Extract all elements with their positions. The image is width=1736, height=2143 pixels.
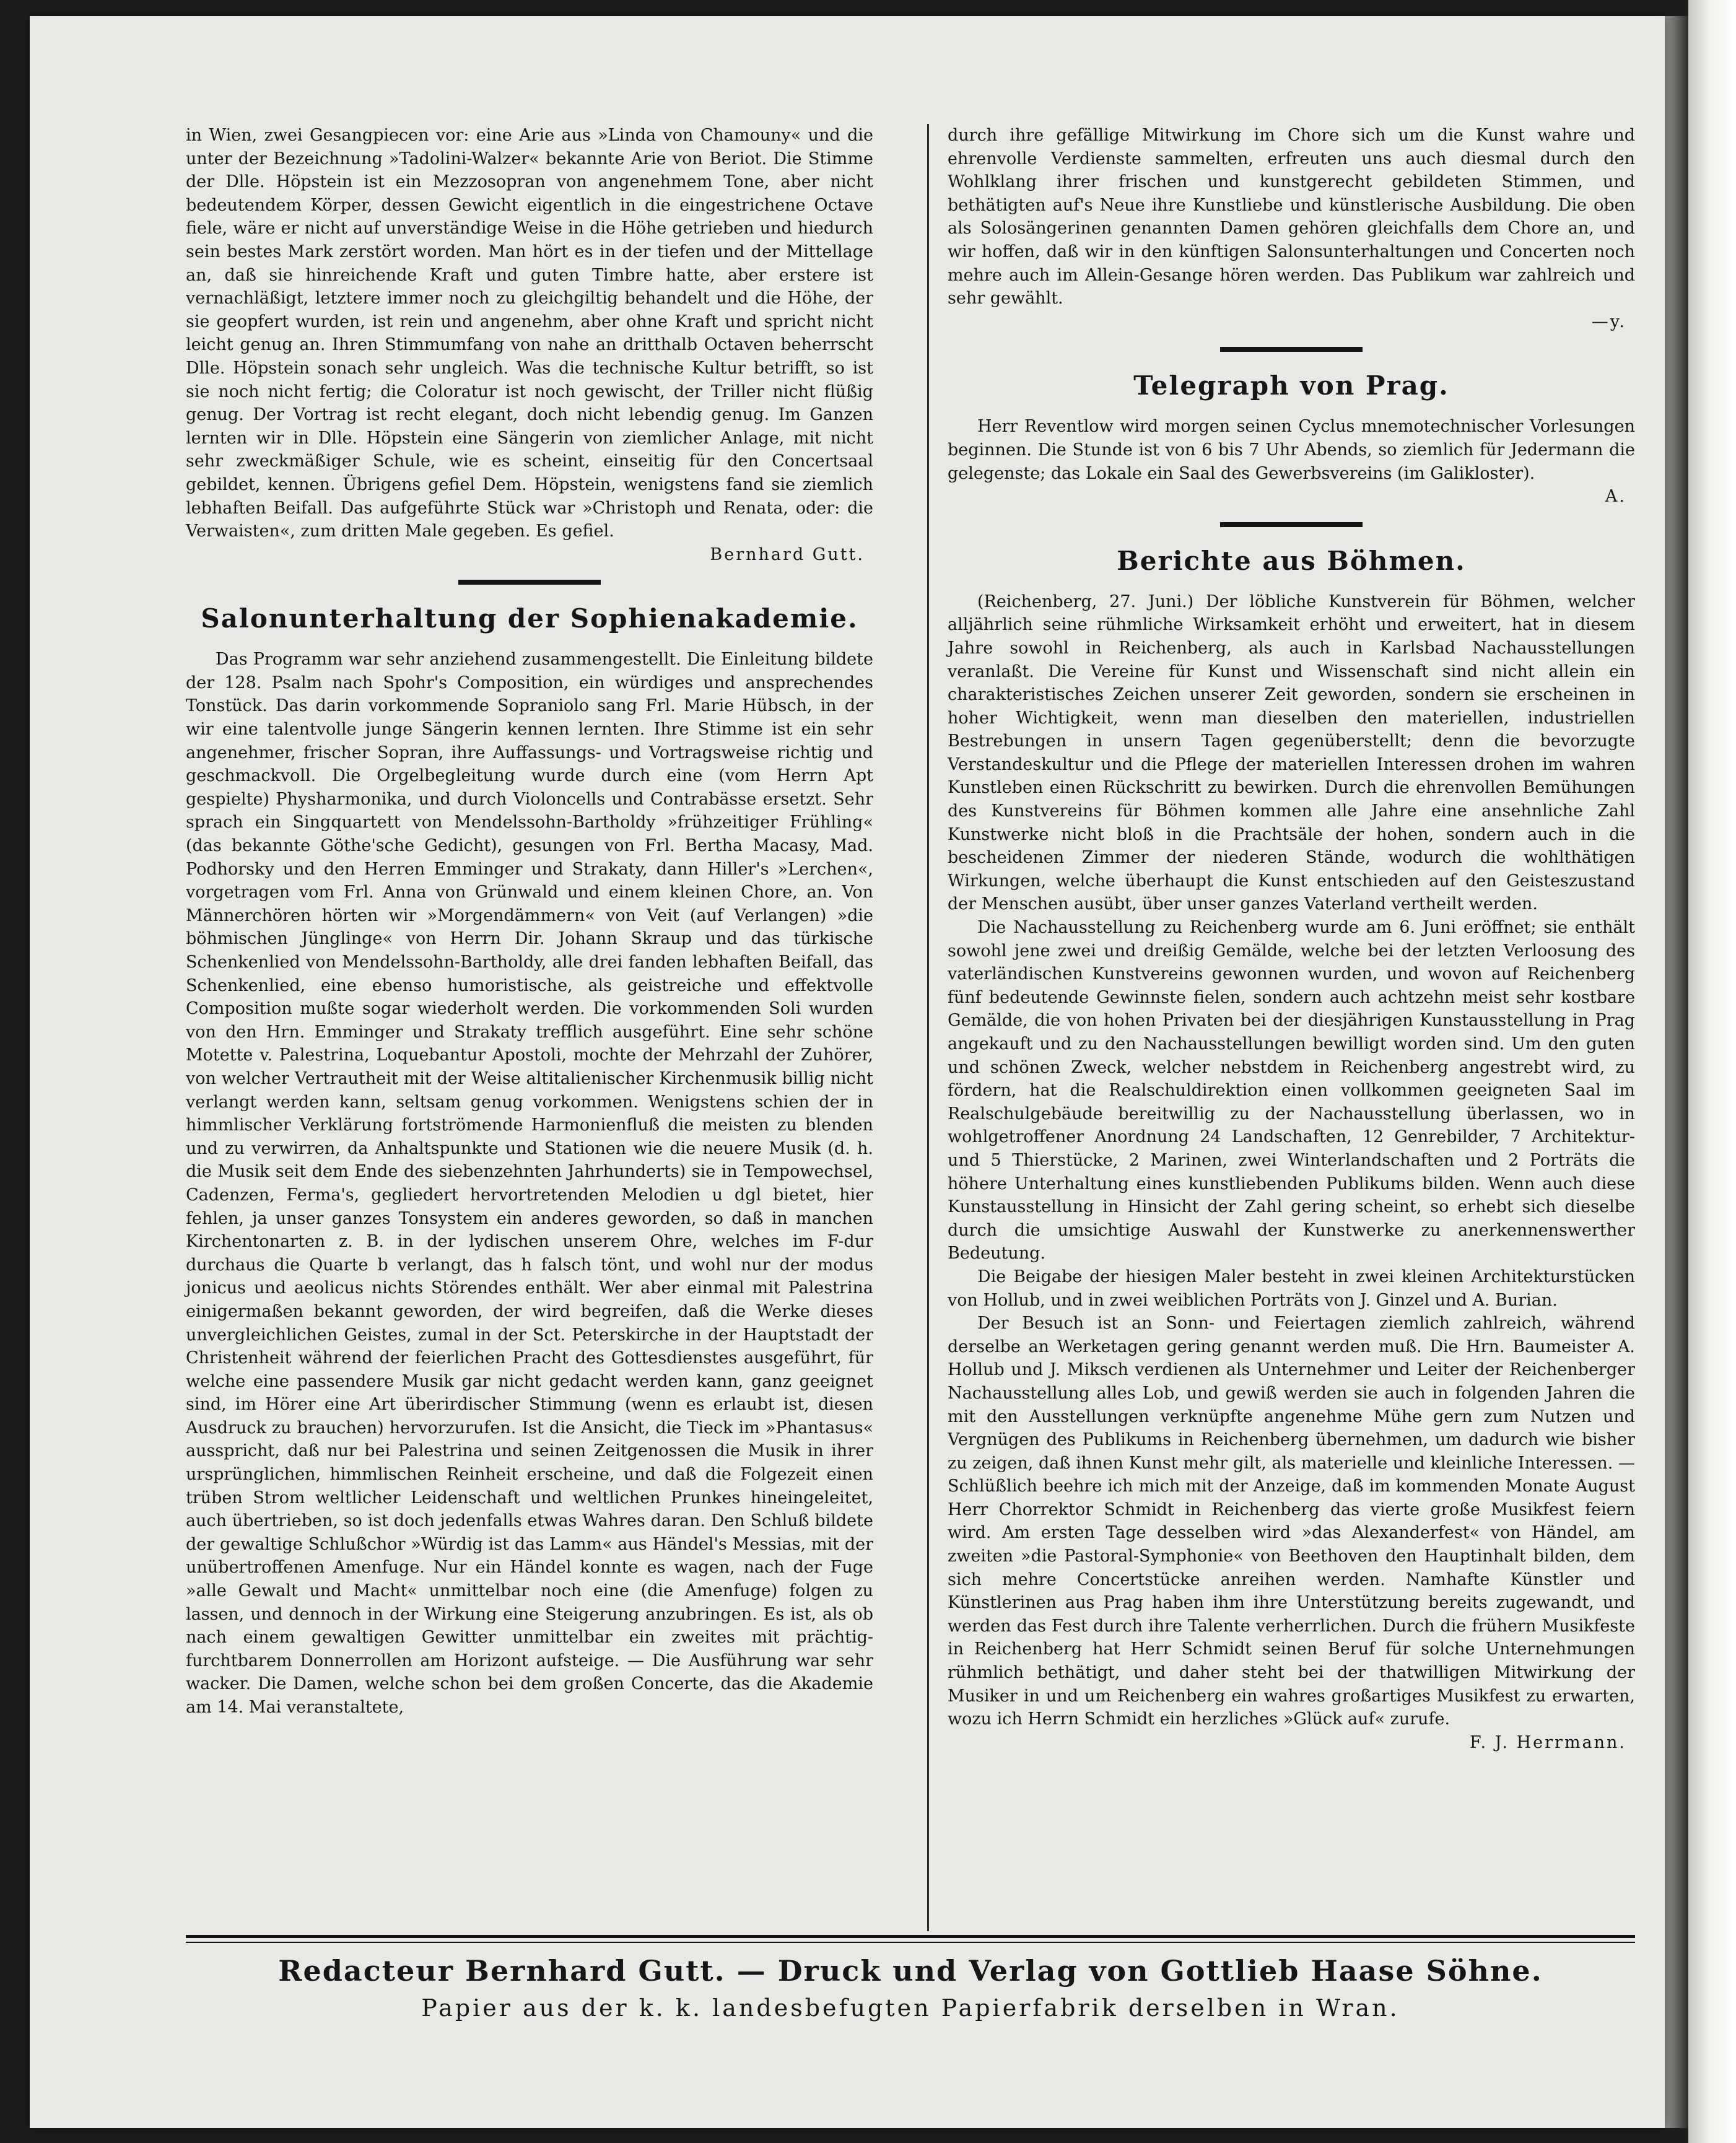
section-divider	[1220, 522, 1363, 527]
concert-review	[186, 124, 873, 566]
bohemia-paragraph-2: Die Nachausstellung zu Reichenberg wurde am 6. Juni eröffnet; sie enthält sowohl jene zwei und dreißig Gemälde, welche bei der letzten Verloosung des vaterländischen Kunstvereins gewonnen wurden, und wovon auf Reichenberg fünf bedeutende Gewinnste fielen, sondern auch achtzehn meist sehr kostbare Gemälde, die von hohen Privaten bei der diesjährigen Kunstausstellung in Prag angekauft und zu den Nachausstellungen bewilligt worden sind. Um den guten und schönen Zweck, welcher nebstdem in Reichenberg angestrebt wird, zu fördern, hat die Realschuldirektion einen vollkommen geeigneten Saal im Realschulgebäude bereitwillig zu der Nachausstellung überlassen, wo in wohlgetroffener Anordnung 24 Landschaften, 12 Genrebilder, 7 Architektur- und 5 Thierstücke, 2 Marinen, zwei Winterlandschaften und 2 Porträts die höhere Unterhaltung eines kunstliebenden Publikums bilden. Wenn auch diese Kunstausstellung in Hinsicht der Zahl gering scheint, so erhebt sich dieselbe durch die umsichtige Auswahl der Kunstwerke zu anerkennenswerther Bedeutung.	[948, 918, 1635, 1264]
bohemia-paragraph-1: (Reichenberg, 27. Juni.) Der löbliche Kunstverein für Böhmen, welcher alljährlich seine rühmliche Wirksamkeit erhöht und erweitert, hat in diesem Jahre sowohl in Reichenberg, als auch in Karlsbad Nachausstellungen veranlaßt. Die Vereine für Kunst und Wissenschaft sind nicht allein ein charakteristisches Zeichen unserer Zeit geworden, sondern sie erscheinen in hoher Wichtigkeit, wenn man dieselben den materiellen, industriellen Bestrebungen in unsern Tagen gegenüberstellt; denn die bevorzugte Verstandeskultur und die Pflege der materiellen Interessen drohen im wahren Kunstleben einen Rückschritt zu bewirken. Durch die ehrenvollen Bemühungen des Kunstvereins für Böhmen kommen alle Jahre eine ansehnliche Zahl Kunstwerke nicht bloß in die Prachtsäle der hohen, sondern auch in die bescheidenen Zimmer der niederen Stände, wodurch die wohlthätigen Wirkungen, welche überhaupt die Kunst entschieden auf den Geisteszustand der Menschen ausübt, über unser ganzes Vaterland vertheilt werden.	[948, 591, 1635, 914]
section-divider	[458, 580, 601, 585]
imprint-footer	[186, 1935, 1635, 2025]
footer-rule-thick	[186, 1935, 1635, 1938]
right-column	[948, 124, 1635, 1754]
bohemia-reports	[948, 544, 1635, 1755]
salon-article-text: Das Programm war sehr anziehend zusammengestellt. Die Einleitung bildete der 128. Psalm nach Spohr's Composition, ein würdiges und ansprechendes Tonstück. Das darin vorkommende Sopraniolo sang Frl. Marie Hübsch, in der wir eine talentvolle junge Sängerin kennen lernten. Ihre Stimme ist ein sehr angenehmer, frischer Sopran, ihre Auffassungs- und Vortragsweise richtig und geschmackvoll. Die Orgelbegleitung wurde durch eine (vom Herrn Apt gespielte) Physharmonika, und durch Violoncells und Contrabässe ersetzt. Sehr sprach ein Singquartett von Mendelssohn-Bartholdy »frühzeitiger Frühling« (das bekannte Göthe'sche Gedicht), gesungen von Frl. Bertha Macasy, Mad. Podhorsky und den Herren Emminger und Strakaty, dann Hiller's »Lerchen«, vorgetragen vom Frl. Anna von Grünwald und einem kleinen Chore, an. Von Männerchören hörten wir »Morgendämmern« von Veit (auf Verlangen) »die böhmischen Jünglinge« von Herrn Dir. Johann Skraup und das türkische Schenkenlied von Mendelssohn-Bartholdy, alle drei fanden lebhaften Beifall, das Schenkenlied, eine ebenso humoristische, als geistreiche und effektvolle Composition mußte sogar wiederholt werden. Die vorkommenden Soli wurden von den Hrn. Emminger und Strakaty trefflich ausgeführt. Eine sehr schöne Motette v. Palestrina, Loquebantur Apostoli, mochte der Mehrzahl der Zuhörer, von welcher Vertrautheit mit der Weise altitalienischer Kirchenmusik billig nicht verlangt werden kann, seltsam genug vorkommen. Wenigstens schien der in himmlischer Verklärung fortströmende Harmonienfluß die meisten zu blenden und zu verwirren, da Anhaltspunkte und Stationen wie die neuere Musik (d. h. die Musik seit dem Ende des siebenzehnten Jahrhunderts) sie in Tempowechsel, Cadenzen, Ferma's, gegliedert hervortretenden Melodien u dgl bietet, hier fehlen, ja unser ganzes Tonsystem ein anderes geworden, so daß in manchen Kirchentonarten z. B. in der lydischen unserem Ohre, welches im F-dur durchaus die Quarte b verlangt, das h falsch tönt, und wohl nur der modus jonicus und aeolicus nichts Störendes enthält. Wer aber einmal mit Palestrina einigermaßen bekannt geworden, der wird begreifen, daß die Werke dieses unvergleichlichen Geistes, zumal in der Sct. Peterskirche in der Hauptstadt der Christenheit während der feierlichen Pracht des Gottesdienstes ausgeführt, für welche eine passendere Musik gar nicht gedacht werden kann, ganz geeignet sind, im Hörer eine Art überirdischer Stimmung (wenn es erlaubt ist, diesen Ausdruck zu brauchen) hervorzurufen. Ist die Ansicht, die Tieck im »Phantasus« ausspricht, daß nur bei Palestrina und seinen Zeitgenossen die Musik in ihrer ursprünglichen, himmlischen Reinheit erscheine, und daß die Folgezeit einen trüben Strom weltlicher Leidenschaft und weltlichen Prunkes hineingeleitet, auch übertrieben, so ist doch jedenfalls etwas Wahres daran. Den Schluß bildete der gewaltige Schlußchor »Würdig ist das Lamm« aus Händel's Messias, mit der unübertroffenen Amenfuge. Nur ein Händel konnte es wagen, nach der Fuge »alle Gewalt und Macht« unmittelbar noch eine (die Amenfuge) folgen zu lassen, und dennoch in der Wirkung eine Steigerung anzubringen. Es ist, als ob nach einem gewaltigen Gewitter unmittelbar ein zweites mit prächtig-furchtbarem Donnerrollen am Horizont aufsteige. — Die Ausführung war sehr wacker. Die Damen, welche schon bei dem großen Concerte, das die Akademie am 14. Mai veranstaltete,	[186, 650, 873, 1717]
salon-continuation-text: durch ihre gefällige Mitwirkung im Chore sich um die Kunst wahre und ehrenvolle Verdienste sammelten, erfreuten uns auch diesmal durch den Wohlklang ihrer frischen und kunstgerecht gebildeten Stimmen, und bethätigten auf's Neue ihre Kunstliebe und künstlerische Ausbildung. Die oben als Solosängerinen genannten Damen gehören gleichfalls dem Chore an, und wir hoffen, daß wir in den künftigen Salonsunterhaltungen und Concerten noch mehre auch im Allein-Gesange hören werden. Das Publikum war zahlreich und sehr gewählt.	[948, 126, 1635, 308]
telegraph-article	[948, 369, 1635, 508]
section-divider	[1220, 347, 1363, 352]
salon-article-heading: Salonunterhaltung der Sophienakademie.	[201, 603, 858, 634]
salon-article	[186, 602, 873, 1719]
telegraph-heading: Telegraph von Prag.	[1133, 370, 1449, 401]
bohemia-reports-heading: Berichte aus Böhmen.	[1117, 545, 1466, 576]
bohemia-paragraph-4: Der Besuch ist an Sonn- und Feiertagen ziemlich zahlreich, während derselbe an Werketagen gering genannt werden muß. Die Hrn. Baumeister A. Hollub und J. Miksch verdienen als Unternehmer und Leiter der Reichenberger Nachausstellung alles Lob, und gewiß werden sie auch in folgenden Jahren die mit den Ausstellungen verknüpfte angenehme Mühe gern zum Nutzen und Vergnügen des Publikums in Reichenberg übernehmen, um dadurch wie bisher zu zeigen, daß ihnen Kunst mehr gilt, als materielle und kleinliche Interessen. — Schlüßlich beehre ich mich mit der Anzeige, daß im kommenden Monate August Herr Chorrektor Schmidt in Reichenberg das vierte große Musikfest feiern wird. Am ersten Tage desselben wird »das Alexanderfest« von Händel, am zweiten »die Pastoral-Symphonie« von Beethoven den Hauptinhalt bilden, dem sich mehre Concertstücke anreihen werden. Namhafte Künstler und Künstlerinen aus Prag haben ihm ihre Unterstützung bereits zugewandt, und werden das Fest durch ihre Talente verherrlichen. Durch die frühern Musikfeste in Reichenberg hat Herr Schmidt seinen Beruf für solche Unternehmungen rühmlich bethätigt, und daher steht bei der thatwilligen Mitwirkung der Musiker in und um Reichenberg ein wahres großartiges Musikfest zu erwarten, wozu ich Herrn Schmidt ein herzliches »Glück auf« zurufe.	[948, 1314, 1635, 1729]
adjacent-page-edge	[1688, 0, 1736, 2143]
paper-note: Papier aus der k. k. landesbefugten Papierfabrik derselben in Wran.	[421, 1994, 1400, 2022]
salon-article-continuation	[948, 124, 1635, 333]
left-column	[186, 124, 873, 1719]
telegraph-signature: A.	[1605, 487, 1626, 507]
concert-review-signature: Bernhard Gutt.	[710, 544, 865, 564]
footer-rule-thin	[186, 1942, 1635, 1943]
salon-continuation-signature: —y.	[1591, 312, 1626, 331]
column-divider	[927, 124, 929, 1931]
imprint-line: Redacteur Bernhard Gutt. — Druck und Verlag von Gottlieb Haase Söhne.	[278, 1954, 1543, 1988]
bohemia-paragraph-3: Die Beigabe der hiesigen Maler besteht in zwei kleinen Architekturstücken von Hollub, und in zwei weiblichen Porträts von J. Ginzel und A. Burian.	[948, 1267, 1635, 1310]
telegraph-text: Herr Reventlow wird morgen seinen Cyclus mnemotechnischer Vorlesungen beginnen. Die Stunde ist von 6 bis 7 Uhr Abends, so ziemlich für Jedermann die gelegenste; das Lokale ein Saal des Gewerbsvereins (im Galikloster).	[948, 417, 1635, 483]
concert-review-text: in Wien, zwei Gesangpiecen vor: eine Arie aus »Linda von Chamouny« und die unter der Bezeichnung »Tadolini-Walzer« bekannte Arie von Beriot. Die Stimme der Dlle. Höpstein ist ein Mezzosopran von angenehmem Tone, aber nicht bedeutendem Körper, dessen Gewicht eigentlich in die eingestrichene Octave fiele, wäre er nicht auf unverständige Weise in die Höhe getrieben und hiedurch sein bestes Mark zerstört worden. Man hört es in der tiefen und der Mittellage an, daß sie hinreichende Kraft und guten Timbre hatte, aber erstere ist vernachläßigt, letztere immer noch zu gleichgiltig behandelt und die Höhe, der sie geopfert wurden, ist rein und angenehm, aber ohne Kraft und spricht nicht leicht genug an. Ihren Stimmumfang von nahe an dritthalb Octaven beherrscht Dlle. Höpstein sonach sehr ungleich. Was die technische Kultur betrifft, so ist sie noch nicht fertig; die Coloratur ist noch gewischt, der Triller nicht flüßig genug. Der Vortrag ist recht elegant, doch nicht lebendig genug. Im Ganzen lernten wir in Dlle. Höpstein eine Sängerin von ziemlicher Anlage, mit nicht sehr zweckmäßiger Schule, wie es scheint, einseitig für den Concertsaal gebildet, kennen. Übrigens gefiel Dem. Höpstein, wenigstens fand sie ziemlich lebhaften Beifall. Das aufgeführte Stück war »Christoph und Renata, oder: die Verwaisten«, zum dritten Male gegeben. Es gefiel.	[186, 126, 873, 541]
binding-shadow	[1665, 16, 1688, 2128]
bohemia-reports-signature: F. J. Herrmann.	[1470, 1732, 1626, 1752]
